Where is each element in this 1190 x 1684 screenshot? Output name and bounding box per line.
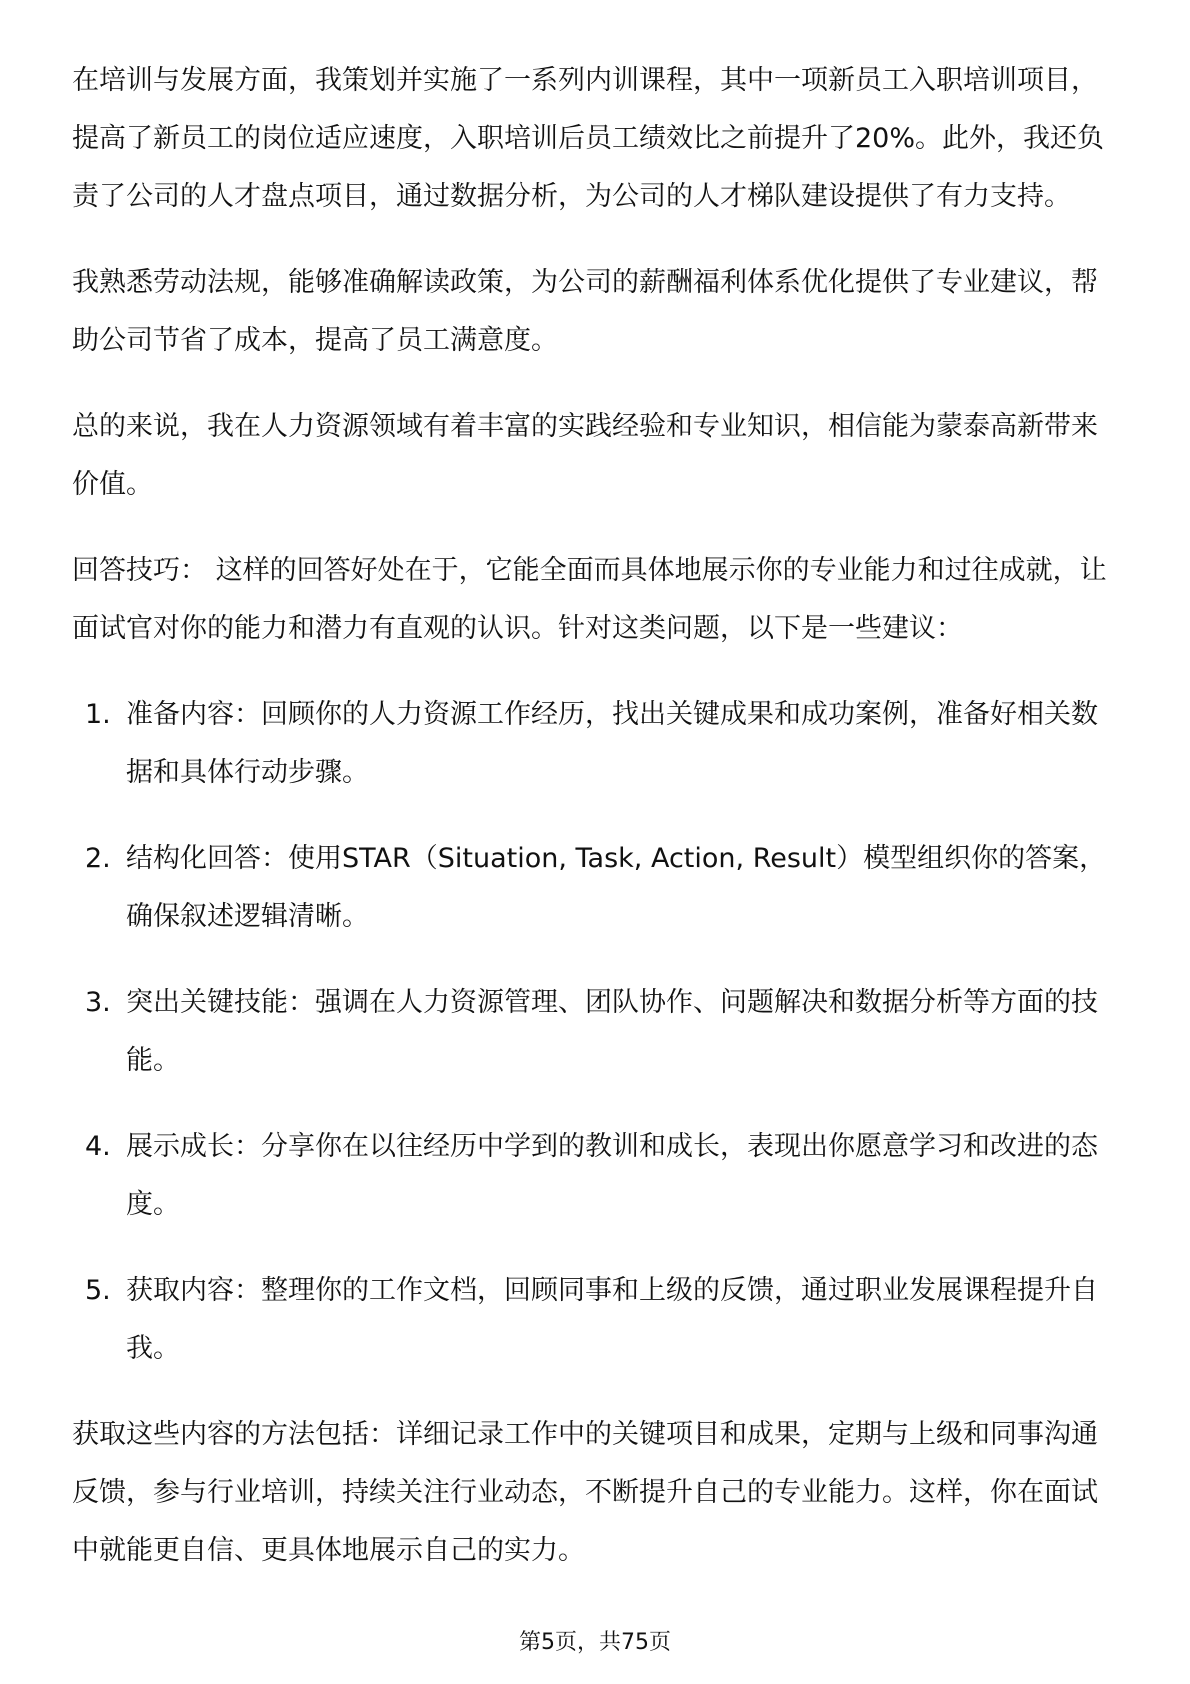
paragraph-training: 在培训与发展方面，我策划并实施了一系列内训课程，其中一项新员工入职培训项目，提高了新员工的岗位适应速度，入职培训后员工绩效比之前提升了20%。此外，我还负责了公司的人才盘点项目，通过数据分析，为公司的人才梯队建设提供了有力支持。 (72, 65, 1105, 212)
list-item-text: 展示成长：分享你在以往经历中学到的教训和成长，表现出你愿意学习和改进的态度。 (126, 1131, 1098, 1220)
list-item (72, 830, 1120, 946)
list-item-text: 准备内容：回顾你的人力资源工作经历，找出关键成果和成功案例，准备好相关数据和具体行动步骤。 (126, 699, 1098, 788)
list-item-number: 3. (85, 987, 111, 1018)
list-item (72, 1262, 1120, 1378)
list-item-number: 4. (85, 1131, 111, 1162)
list-item-number: 2. (85, 843, 111, 874)
list-item-text: 获取内容：整理你的工作文档，回顾同事和上级的反馈，通过职业发展课程提升自我。 (126, 1275, 1098, 1364)
list-item (72, 686, 1120, 802)
list-item-text: 结构化回答：使用STAR（Situation, Task, Action, Result）模型组织你的答案，确保叙述逻辑清晰。 (126, 843, 1107, 932)
tips-list (72, 686, 1120, 1378)
list-item-number: 1. (85, 699, 111, 730)
list-item (72, 974, 1120, 1090)
paragraph-methods: 获取这些内容的方法包括：详细记录工作中的关键项目和成果，定期与上级和同事沟通反馈，参与行业培训，持续关注行业动态，不断提升自己的专业能力。这样，你在面试中就能更自信、更具体地展示自己的实力。 (72, 1419, 1098, 1566)
paragraph-labor-law: 我熟悉劳动法规，能够准确解读政策，为公司的薪酬福利体系优化提供了专业建议，帮助公司节省了成本，提高了员工满意度。 (72, 267, 1098, 356)
list-item-text: 突出关键技能：强调在人力资源管理、团队协作、问题解决和数据分析等方面的技能。 (126, 987, 1098, 1076)
document-body (72, 52, 1120, 1608)
list-item (72, 1118, 1120, 1234)
list-item-number: 5. (85, 1275, 111, 1306)
paragraph-summary: 总的来说，我在人力资源领域有着丰富的实践经验和专业知识，相信能为蒙泰高新带来价值。 (72, 411, 1098, 500)
page-footer: 第5页，共75页 (519, 1630, 671, 1655)
paragraph-answer-tips: 回答技巧： 这样的回答好处在于，它能全面而具体地展示你的专业能力和过往成就，让面试官对你的能力和潜力有直观的认识。针对这类问题，以下是一些建议： (72, 555, 1107, 644)
